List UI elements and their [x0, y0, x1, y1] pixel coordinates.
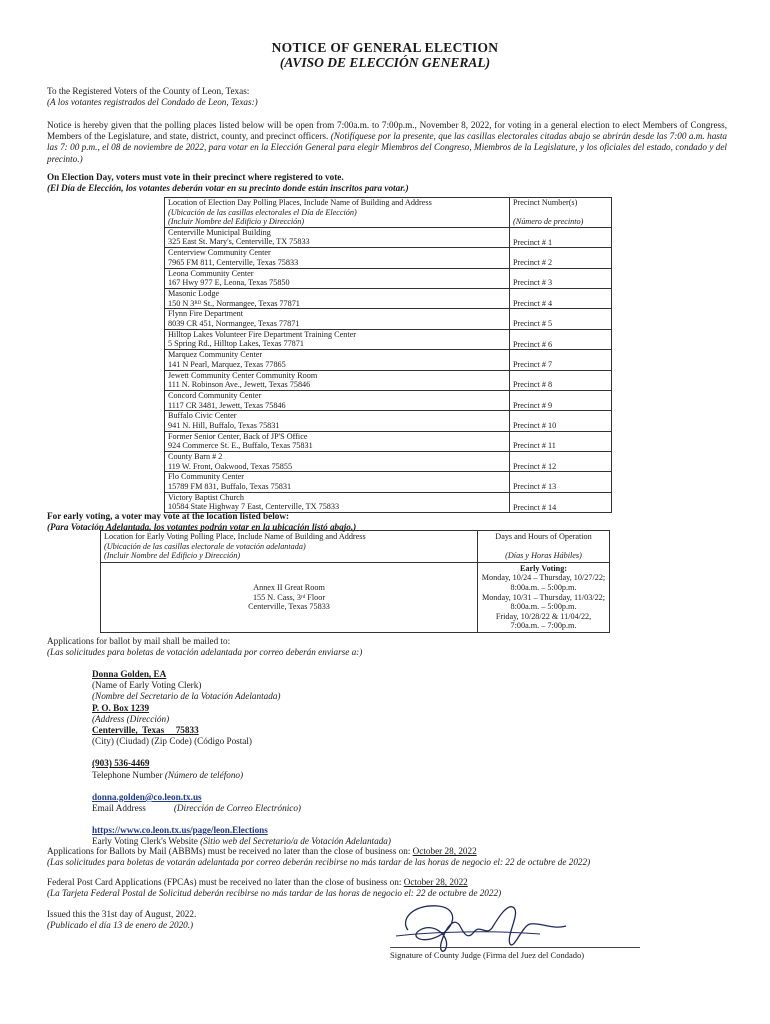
- polling-location: [165, 309, 510, 329]
- mailing-address: P. O. Box 1239: [92, 702, 150, 713]
- precinct-number: Precinct # 8: [510, 370, 612, 390]
- table-row: [165, 329, 612, 349]
- ev-hours-line: 7:00a.m. – 7:00p.m.: [510, 621, 577, 631]
- abbm-deadline: [47, 846, 727, 868]
- location-name: Marquez Community Center: [168, 350, 263, 360]
- ev-location-name: Annex II Great Room: [253, 582, 325, 592]
- polling-location: [165, 431, 510, 451]
- table-row: [165, 390, 612, 410]
- abbm-text: Applications for Ballots by Mail (ABBMs) must be received no later than the close of business on:: [47, 846, 413, 856]
- greeting-en: To the Registered Voters of the County of Leon, Texas:: [47, 86, 250, 96]
- location-name: Victory Baptist Church: [168, 492, 244, 502]
- location-name: Masonic Lodge: [168, 288, 220, 298]
- ev-hours-line: 8:00a.m. – 5:00p.m.: [510, 582, 577, 592]
- polling-location: [165, 288, 510, 308]
- polling-location: [165, 329, 510, 349]
- location-name: Centerview Community Center: [168, 248, 271, 258]
- mail-intro-es: (Las solicitudes para boletas de votación adelantada por correo deberán enviarse a:): [47, 647, 363, 658]
- ev-location-header: [101, 531, 478, 563]
- clerk-label: (Name of Early Voting Clerk): [92, 680, 202, 691]
- early-voting-heading-es: (Para Votación Adelantada, los votantes podrán votar en la ubicación listó abajo.): [47, 522, 357, 533]
- phone-label-line: [92, 770, 592, 781]
- phone-label-es: (Número de teléfono): [164, 769, 244, 780]
- fpca-deadline: [47, 877, 727, 899]
- email-label: Email Address: [92, 803, 146, 814]
- early-voting-table: [100, 530, 610, 633]
- polling-location: [165, 390, 510, 410]
- precinct-number: Precinct # 12: [510, 452, 612, 472]
- location-name: Centerville Municipal Building: [168, 227, 271, 237]
- ev-days-header-en: Days and Hours of Operation: [495, 532, 592, 541]
- city-state-zip: Centerville, Texas 75833: [92, 725, 199, 736]
- location-address: 924 Commerce St. E., Buffalo, Texas 75831: [168, 441, 313, 451]
- location-address: 325 East St. Mary's, Centerville, TX 75833: [168, 237, 310, 247]
- location-address: 15789 FM 831, Buffalo, Texas 75831: [168, 482, 292, 492]
- polling-location: [165, 350, 510, 370]
- precinct-number: Precinct # 13: [510, 472, 612, 492]
- location-name: Flo Community Center: [168, 472, 244, 482]
- precinct-number: Precinct # 1: [510, 227, 612, 247]
- email-link[interactable]: donna.golden@co.leon.tx.us: [92, 791, 202, 802]
- location-header-en: Location of Election Day Polling Places, Include Name of Building and Address: [168, 198, 432, 207]
- precinct-number: Precinct # 4: [510, 288, 612, 308]
- fpca-date: October 28, 2022: [403, 877, 468, 887]
- address-label: (Address (Dirección): [92, 713, 170, 724]
- table-row: [165, 288, 612, 308]
- polling-location: [165, 492, 510, 512]
- table-row: [165, 370, 612, 390]
- location-address: 10584 State Highway 7 East, Centerville, TX 75833: [168, 502, 340, 512]
- ev-location-header-es2: (Incluir Nombre del Edificio y Dirección): [104, 551, 241, 561]
- location-address: 5 Spring Rd., Hilltop Lakes, Texas 77871: [168, 339, 304, 349]
- precinct-number: Precinct # 14: [510, 492, 612, 512]
- abbm-es: (Las solicitudes para boletas de votarán adelantada por correo deberán recibirse no más tardar de las horas de negocio el: 22 de octubre de 2022): [47, 857, 591, 868]
- location-name: Leona Community Center: [168, 268, 254, 278]
- location-address: 111 N. Robinson Ave., Jewett, Texas 75846: [168, 380, 311, 390]
- website-link[interactable]: https://www.co.leon.tx.us/page/leon.Elections: [92, 825, 268, 836]
- page-subtitle: (AVISO DE ELECCIÓN GENERAL): [279, 55, 491, 70]
- table-row: [165, 492, 612, 512]
- precinct-header: [510, 198, 612, 228]
- polling-location: [165, 227, 510, 247]
- website-label-es: (Sitio web del Secretario/a de Votación Adelantada): [200, 836, 391, 847]
- precinct-number: Precinct # 11: [510, 431, 612, 451]
- greeting-es: (A los votantes registrados del Condado de Leon, Texas:): [47, 97, 258, 108]
- ev-location-city: Centerville, Texas 75833: [248, 602, 330, 612]
- table-row: [165, 227, 612, 247]
- table-row: [165, 411, 612, 431]
- precinct-header-en: Precinct Number(s): [513, 198, 578, 207]
- page-title: NOTICE OF GENERAL ELECTION: [271, 40, 499, 55]
- abbm-en: [47, 846, 727, 857]
- table-row: [101, 562, 610, 632]
- polling-location: [165, 268, 510, 288]
- ev-location-header-en: Location for Early Voting Polling Place, Include Name of Building and Address: [104, 532, 366, 541]
- abbm-date: October 28, 2022: [412, 846, 477, 856]
- precinct-number: Precinct # 7: [510, 350, 612, 370]
- location-address: 1117 CR 3481, Jewett, Texas 75846: [168, 400, 286, 410]
- location-name: Former Senior Center, Back of JP'S Office: [168, 431, 308, 441]
- phone-number: (903) 536-4469: [92, 758, 150, 769]
- location-name: Flynn Fire Department: [168, 309, 244, 319]
- election-day-heading-en: On Election Day, voters must vote in their precinct where registered to vote.: [47, 172, 344, 182]
- election-day-heading: [47, 172, 727, 194]
- early-voting-heading-en: For early voting, a voter may vote at the location listed below:: [47, 511, 290, 521]
- issued-en: Issued this the 31st day of August, 2022.: [47, 909, 197, 919]
- notice-paragraph: [47, 120, 727, 165]
- clerk-name: Donna Golden, EA: [92, 669, 167, 679]
- fpca-en: [47, 877, 727, 888]
- ev-hours-title: Early Voting:: [519, 563, 568, 573]
- email-label-es: (Dirección de Correo Electrónico): [173, 803, 301, 814]
- location-name: Buffalo Civic Center: [168, 411, 237, 421]
- precinct-number: Precinct # 10: [510, 411, 612, 431]
- location-name: Concord Community Center: [168, 390, 262, 400]
- fpca-text: Federal Post Card Applications (FPCAs) must be received no later than the close of business on:: [47, 877, 404, 887]
- ev-days-header-es: (Días y Horas Hábiles): [505, 550, 582, 560]
- location-address: 8039 CR 451, Normangee, Texas 77871: [168, 318, 300, 328]
- location-address: 141 N Pearl, Marquez, Texas 77865: [168, 359, 286, 369]
- polling-location: [165, 370, 510, 390]
- ev-hours: [478, 562, 610, 632]
- table-row: [165, 350, 612, 370]
- election-day-table: [164, 197, 612, 513]
- clerk-label-es: (Nombre del Secretario de la Votación Adelantada): [92, 691, 281, 702]
- mail-intro-en: Applications for ballot by mail shall be mailed to:: [47, 636, 231, 646]
- ev-location: [101, 562, 478, 632]
- location-address: 119 W. Front, Oakwood, Texas 75855: [168, 461, 293, 471]
- precinct-number: Precinct # 6: [510, 329, 612, 349]
- website-label: Early Voting Clerk's Website: [92, 836, 198, 847]
- table-row: [165, 431, 612, 451]
- ev-hours-line: Monday, 10/31 – Thursday, 11/03/22;: [481, 592, 606, 602]
- table-row: [165, 309, 612, 329]
- precinct-header-es: (Número de precinto): [513, 216, 584, 226]
- email-label-line: [92, 803, 592, 814]
- polling-location: [165, 411, 510, 431]
- table-row: [165, 452, 612, 472]
- greeting: [47, 86, 727, 108]
- precinct-number: Precinct # 9: [510, 390, 612, 410]
- location-name: County Barn # 2: [168, 452, 223, 462]
- ev-location-header-es1: (Ubicación de las casillas electorale de votación adelantada): [104, 541, 306, 551]
- clerk-contact-block: [92, 669, 592, 848]
- fpca-es: (La Tarjeta Federal Postal de Solicitud deberán recibirse no más tardar de las horas de negocio el: 22 de octubre de 2022): [47, 888, 502, 899]
- city-label: (City) (Ciudad) (Zip Code) (Código Postal): [92, 736, 252, 747]
- ev-days-header: [478, 531, 610, 563]
- location-header-es2: (Incluir Nombre del Edificio y Dirección): [168, 217, 305, 227]
- notice-en: Notice is hereby given that the polling places listed below will be open from 7:00a.m. to 7:00p.m., November 8, 2022, for voting in a general election to elect Members of Congress, Members of the Legislature, and state, district, county, and precinct officers.: [47, 120, 727, 142]
- location-header: [165, 198, 510, 228]
- location-name: Jewett Community Center Community Room: [168, 370, 318, 380]
- phone-label: Telephone Number: [92, 769, 163, 780]
- table-row: [165, 472, 612, 492]
- mail-intro: [47, 636, 727, 658]
- precinct-number: Precinct # 5: [510, 309, 612, 329]
- location-name: Hilltop Lakes Volunteer Fire Department Training Center: [168, 329, 356, 339]
- location-address: 150 N 3ᴿᴰ St., Normangee, Texas 77871: [168, 298, 300, 308]
- location-header-es1: (Ubicación de las casillas electorales el Día de Elección): [168, 207, 357, 217]
- issued-es: (Publicado el día 13 de enero de 2020.): [47, 920, 194, 931]
- polling-location: [165, 452, 510, 472]
- ev-hours-line: 8:00a.m. – 5:00p.m.: [510, 602, 577, 612]
- ev-hours-line: Friday, 10/28/22 & 11/04/22,: [495, 611, 592, 621]
- location-address: 7965 FM 811, Centerville, Texas 75833: [168, 257, 299, 267]
- ev-hours-line: Monday, 10/24 – Thursday, 10/27/22;: [481, 573, 606, 583]
- issued-date: [47, 909, 347, 931]
- table-header-row: [101, 531, 610, 563]
- notice-es: (Notifíquese por la presente, que las casillas electorales citadas abajo se abrirán desde las 7:00 a.m. hasta las 7: 00 p.m., el 08 de noviembre de 2022, para votar en la Elección General para elegir Miembros del Congreso, Miembros de la Legislature, y los oficiales del estado, condado y del precinto.): [47, 131, 728, 164]
- election-day-heading-es: (El Día de Elección, los votantes deberán votar en su precinto donde están inscritos para votar.): [47, 183, 409, 194]
- precinct-number: Precinct # 2: [510, 248, 612, 268]
- table-header-row: [165, 198, 612, 228]
- signature-line: [390, 947, 640, 948]
- location-address: 167 Hwy 977 E, Leona, Texas 75850: [168, 278, 290, 288]
- polling-location: [165, 248, 510, 268]
- polling-location: [165, 472, 510, 492]
- signature-caption: Signature of County Judge (Firma del Juez del Condado): [390, 950, 585, 960]
- location-address: 941 N. Hill, Buffalo, Texas 75831: [168, 420, 280, 430]
- precinct-number: Precinct # 3: [510, 268, 612, 288]
- table-row: [165, 248, 612, 268]
- table-row: [165, 268, 612, 288]
- ev-location-street: 155 N. Cass, 3ʳᵈ Floor: [252, 592, 326, 602]
